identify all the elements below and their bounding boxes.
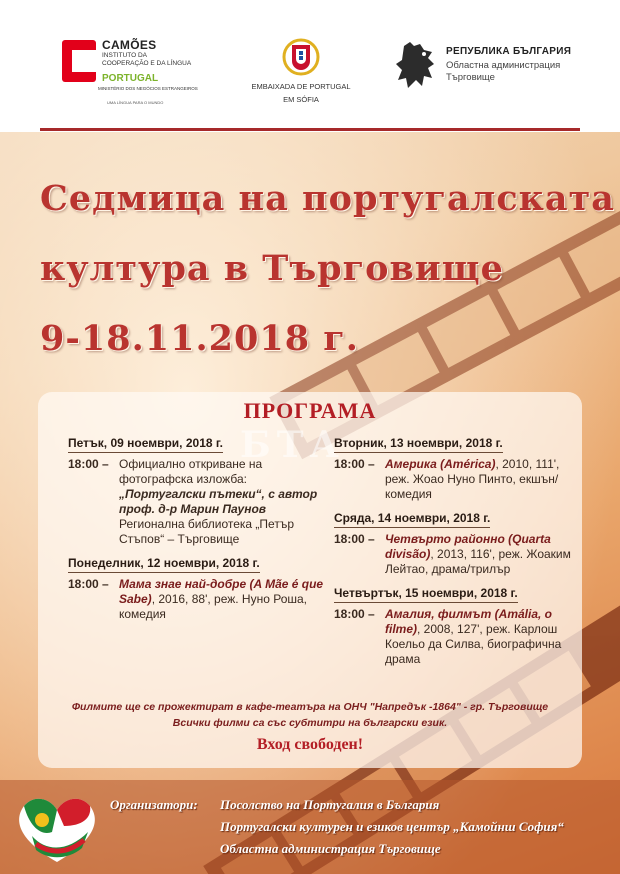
event-details: , 2010, 111', реж. Жоао Нуно Пинто, екшън/комедия: [385, 457, 560, 501]
organizer-item: Португалски културен и езиков център „Камойнш София“: [220, 819, 564, 834]
event-title: Амалия, филмът (Amália, o filme): [385, 607, 553, 636]
camoes-logo: [62, 36, 198, 108]
portugal-coat-of-arms-icon: [281, 36, 321, 78]
day-block-tuesday: [334, 436, 584, 502]
embassy-logo: [236, 36, 366, 112]
event-description: Официално откриване на фотографска изложба:: [119, 457, 263, 486]
subtitles-note: Всички филми са със субтитри на български език.: [172, 717, 448, 729]
day-heading: Понеделник, 12 ноември, 2018 г.: [68, 556, 260, 573]
program-heading: ПРОГРАМА: [243, 398, 377, 423]
republic-logo: [396, 40, 596, 100]
organizers-label: Организатори:: [110, 797, 198, 812]
event-item: [334, 457, 584, 502]
page-title: [40, 164, 615, 374]
event-title: Мама знае най-добре (A Mãe é que Sabe): [119, 577, 324, 606]
free-entry: Вход свободен!: [256, 736, 364, 753]
camoes-ministry: MINISTÉRIO DOS NEGÓCIOS ESTRANGEIROS: [98, 86, 198, 91]
republic-admin: Областна администрация: [446, 60, 561, 71]
day-block-thursday: [334, 586, 584, 667]
screening-venue-note: Филмите ще се прожектират в кафе-театъра на ОНЧ "Напредък -1864" - гр. Търговище: [71, 701, 549, 713]
event-title: Америка (América): [385, 457, 496, 471]
title-line2: култура в Търговище: [40, 248, 504, 289]
republic-city: Търговище: [446, 72, 495, 83]
event-details: , 2016, 88', реж. Нуно Роша, комедия: [119, 592, 308, 621]
event-item: [334, 607, 584, 667]
bta-watermark: БТА: [240, 424, 345, 466]
event-time: 18:00 –: [334, 457, 375, 471]
program-column-left: [68, 436, 326, 631]
camoes-subtitle: INSTITUTO DA COOPERAÇÃO E DA LÍNGUA: [102, 52, 192, 67]
day-heading: Вторник, 13 ноември, 2018 г.: [334, 436, 503, 453]
event-item: [68, 577, 326, 622]
day-block-friday: [68, 436, 326, 547]
day-heading: Сряда, 14 ноември, 2018 г.: [334, 511, 490, 528]
event-time: 18:00 –: [334, 532, 375, 546]
event-item: [334, 532, 584, 577]
organizer-item: Посолство на Португалия в България: [220, 797, 440, 812]
camoes-motto: UMA LÍNGUA PARA O MUNDO: [107, 100, 164, 105]
camoes-country: PORTUGAL: [102, 73, 159, 84]
event-details: , 2013, 116', реж. Жоаким Лейтао, драма/трилър: [385, 547, 571, 576]
day-block-wednesday: [334, 511, 584, 577]
event-details: , 2008, 127', реж. Карлош Коельо да Силва, биографична драма: [385, 622, 562, 666]
event-title: „Португалски пътеки“, с автор проф. д-р Марин Паунов: [119, 487, 318, 516]
event-title: Четвърто районно (Quarta divisão): [385, 532, 551, 561]
republic-name: РЕПУБЛИКА БЪЛГАРИЯ: [446, 46, 572, 57]
header-divider: [40, 128, 580, 131]
camoes-c-icon: [62, 40, 96, 82]
day-heading: Петък, 09 ноември, 2018 г.: [68, 436, 223, 453]
event-item: [68, 457, 326, 547]
organizer-item: Областна администрация Търговище: [220, 841, 441, 856]
program-column-right: [334, 436, 584, 676]
camoes-name: CAMÕES: [102, 38, 157, 52]
event-time: 18:00 –: [68, 457, 109, 471]
title-dates: 9-18.11.2018 г.: [40, 318, 359, 359]
title-line1: Седмица на португалската: [40, 178, 615, 219]
embassy-line2: EM SÓFIA: [283, 95, 319, 104]
day-heading: Четвъртък, 15 ноември, 2018 г.: [334, 586, 518, 603]
embassy-line1: EMBAIXADA DE PORTUGAL: [251, 82, 351, 91]
day-block-monday: [68, 556, 326, 622]
screening-note: [40, 699, 580, 731]
bulgarian-lion-icon: [396, 40, 440, 92]
portugal-bulgaria-heart-icon: [12, 792, 102, 868]
event-time: 18:00 –: [334, 607, 375, 621]
event-time: 18:00 –: [68, 577, 109, 591]
event-venue: Регионална библиотека „Петър Стъпов“ – Търговище: [119, 517, 294, 546]
